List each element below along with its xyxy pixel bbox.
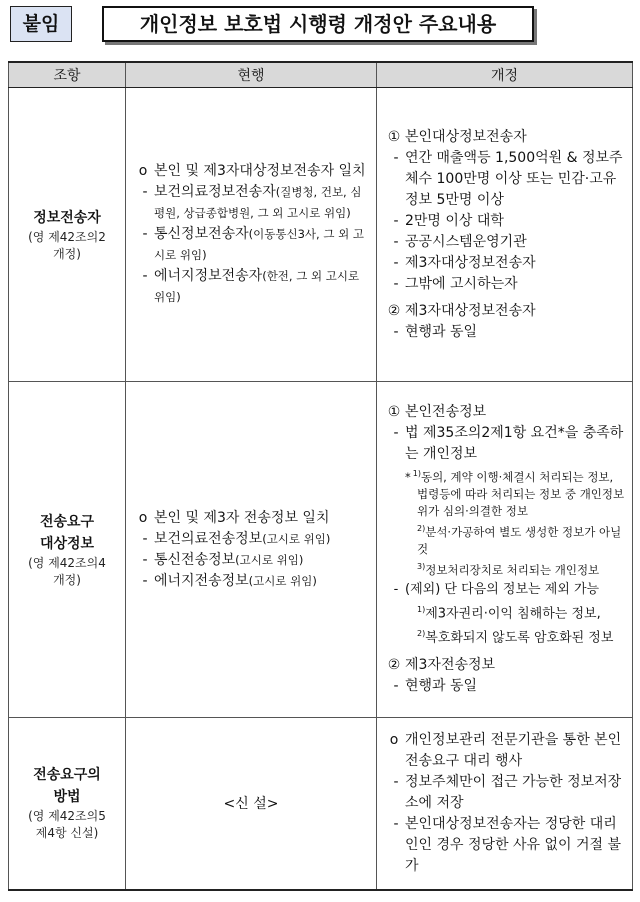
- article-name: 전송요구의: [33, 767, 101, 784]
- article-ref: 제4항 신설): [35, 826, 99, 841]
- list-item: - 보건의료전송정보(고시로 위임): [142, 530, 331, 547]
- table-row-request-method: [9, 718, 633, 890]
- article-cell: [9, 718, 126, 890]
- article-name: 정보전송자: [33, 209, 101, 226]
- circle-bullet-icon: o: [138, 509, 148, 526]
- current-cell: [126, 382, 377, 718]
- list-item: - 그밖에 고시하는자: [393, 275, 518, 292]
- list-item: - 법 제35조의2제1항 요건*을 충족하는 개인정보: [393, 425, 624, 463]
- article-name: 방법: [53, 789, 81, 806]
- list-item: - 통신전송정보(고시로 위임): [142, 551, 304, 568]
- article-cell: [9, 88, 126, 382]
- footnote: * $^{1)}$동의, 계약 이행·체결시 처리되는 정보, 법령등에 따라 처리되는 정보 중 개인정보위가 심의·의결한 정보: [405, 469, 625, 519]
- revised-cell: [377, 382, 633, 718]
- current-cell-new: <신 설>: [126, 718, 377, 890]
- article-ref: (영 제42조의5: [28, 809, 106, 824]
- revised-cell: [377, 718, 633, 890]
- list-item: - 2만명 이상 대학: [393, 212, 504, 229]
- list-item: - 공공시스템운영기관: [393, 233, 527, 250]
- bullet-item: o 개인정보관리 전문기관을 통한 본인전송요구 대리 행사: [383, 730, 626, 772]
- amendment-table: [8, 61, 633, 891]
- table-row-target-info: [9, 382, 633, 718]
- list-item: - 정보주체만이 접근 가능한 정보저장소에 저장: [393, 773, 622, 811]
- section-heading: ② 제3자대상정보전송자: [387, 302, 536, 319]
- article-name: 전송요구: [39, 513, 95, 530]
- section-heading: ① 본인전송정보: [387, 404, 487, 421]
- article-name: 대상정보: [39, 535, 95, 552]
- circle-bullet-icon: o: [138, 163, 148, 179]
- attachment-tag: 붙임: [10, 6, 72, 42]
- circle-bullet-icon: o: [389, 731, 399, 748]
- article-cell: [9, 382, 126, 718]
- page-header: [8, 6, 632, 44]
- list-item: - 통신정보전송자(이동통신3사, 그 외 고시로 위임): [142, 226, 364, 262]
- list-item: - 에너지전송정보(고시로 위임): [142, 572, 317, 589]
- exclusion-item: $^{1)}$제3자권리·이익 침해하는 정보,: [417, 604, 601, 622]
- list-item: - 연간 매출액등 1,500억원 & 정보주체수 100만명 이상 또는 민감·고유정보 5만명 이상: [393, 149, 623, 208]
- bullet-item: o 본인 및 제3자대상정보전송자 일치: [132, 161, 370, 182]
- column-header-current: 현행: [126, 62, 377, 88]
- table-header-row: [9, 62, 633, 88]
- document-title: 개인정보 보호법 시행령 개정안 주요내용: [102, 6, 534, 42]
- list-item: - 에너지정보전송자(한전, 그 외 고시로 위임): [142, 268, 360, 304]
- footnote: $^{2)}$분석·가공하여 별도 생성한 정보가 아닐 것: [417, 524, 622, 557]
- section-heading: ① 본인대상정보전송자: [387, 128, 527, 145]
- current-cell: [126, 88, 377, 382]
- footnote: $^{3)}$정보처리장치로 처리되는 개인정보: [417, 562, 600, 577]
- article-ref: (영 제42조의2: [28, 229, 106, 244]
- section-heading: ② 제3자전송정보: [387, 656, 496, 673]
- list-item: - 보건의료정보전송자(질병청, 건보, 심평원, 상급종합병원, 그 외 고시로 위임): [142, 184, 362, 220]
- exclusion-item: $^{2)}$복호화되지 않도록 암호화된 정보: [417, 629, 614, 646]
- article-ref: 개정): [53, 572, 81, 587]
- article-ref: 개정): [53, 246, 81, 261]
- bullet-item: o 본인 및 제3자 전송정보 일치: [132, 508, 370, 529]
- table-row-sender: [9, 88, 633, 382]
- column-header-revised: 개정: [377, 62, 633, 88]
- column-header-article: 조항: [9, 62, 126, 88]
- list-item: - 현행과 동일: [393, 677, 478, 694]
- list-item: - 현행과 동일: [393, 323, 478, 340]
- revised-cell: [377, 88, 633, 382]
- article-ref: (영 제42조의4: [28, 555, 106, 570]
- list-item: - 제3자대상정보전송자: [393, 254, 536, 271]
- list-item: - 본인대상정보전송자는 정당한 대리인인 경우 정당한 사유 없이 거절 불가: [393, 815, 622, 874]
- list-item: - (제외) 단 다음의 정보는 제외 가능: [393, 581, 600, 597]
